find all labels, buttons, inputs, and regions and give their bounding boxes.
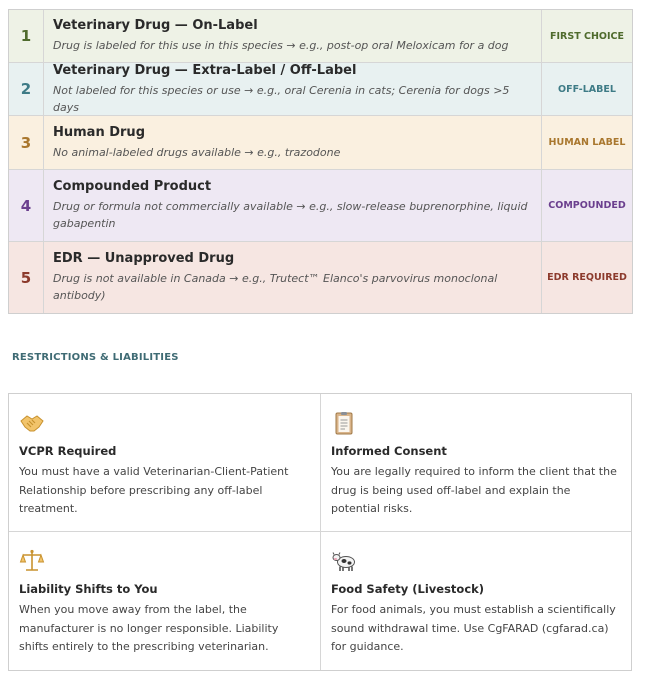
hierarchy-row-edr xyxy=(9,242,632,313)
row-number: 1 xyxy=(9,10,44,62)
card-title: Liability Shifts to You xyxy=(19,582,158,596)
status-badge: COMPOUNDED xyxy=(548,200,626,211)
row-title: Veterinary Drug — Extra-Label / Off-Label xyxy=(53,62,357,78)
card-liability xyxy=(9,532,321,670)
status-badge: HUMAN LABEL xyxy=(548,137,626,148)
hierarchy-row-compounded xyxy=(9,170,632,242)
row-content xyxy=(44,63,542,115)
card-text: For food animals, you must establish a scientifically sound withdrawal time. Use CgFARAD (cgfarad.ca) for guidance. xyxy=(331,603,616,653)
card-title: VCPR Required xyxy=(19,444,117,458)
clipboard-icon xyxy=(331,410,357,436)
row-number: 3 xyxy=(9,116,44,169)
hierarchy-row-on-label xyxy=(9,10,632,63)
row-content xyxy=(44,170,542,241)
row-content xyxy=(44,116,542,169)
hierarchy-row-off-label xyxy=(9,63,632,116)
card-text: You are legally required to inform the client that the drug is being used off-label and explain the potential risks. xyxy=(331,465,617,515)
card-text: You must have a valid Veterinarian-Client-Patient Relationship before prescribing any off-label treatment. xyxy=(19,465,289,515)
card-title: Food Safety (Livestock) xyxy=(331,582,485,596)
row-title: Veterinary Drug — On-Label xyxy=(53,18,258,33)
card-informed-consent xyxy=(321,394,631,532)
row-number: 5 xyxy=(9,242,44,313)
cow-icon xyxy=(331,548,357,574)
row-description: Drug or formula not commercially available → e.g., slow-release buprenorphine, liquid gabapentin xyxy=(53,200,528,230)
row-content xyxy=(44,242,542,313)
row-description: Drug is not available in Canada → e.g., Trutect™ Elanco's parvovirus monoclonal antibody) xyxy=(53,272,498,302)
row-description: Drug is labeled for this use in this species → e.g., post-op oral Meloxicam for a dog xyxy=(53,39,509,52)
status-badge: OFF-LABEL xyxy=(558,83,616,95)
status-badge: EDR REQUIRED xyxy=(547,272,627,283)
row-description: No animal-labeled drugs available → e.g., trazodone xyxy=(53,145,341,159)
row-content xyxy=(44,10,542,62)
row-description: Not labeled for this species or use → e.g., oral Cerenia in cats; Cerenia for dogs >5 days xyxy=(53,83,510,114)
card-text: When you move away from the label, the manufacturer is no longer responsible. Liability shifts entirely to the prescribing veterinarian. xyxy=(19,603,279,653)
handshake-icon xyxy=(19,410,45,436)
row-number: 2 xyxy=(9,63,44,115)
row-title: Compounded Product xyxy=(53,179,212,194)
row-title: Human Drug xyxy=(53,124,145,140)
section-heading: RESTRICTIONS & LIABILITIES xyxy=(12,352,179,363)
drug-hierarchy-table xyxy=(8,9,633,314)
scales-icon xyxy=(19,548,45,574)
card-title: Informed Consent xyxy=(331,444,447,458)
row-title: EDR — Unapproved Drug xyxy=(53,251,235,266)
hierarchy-row-human-drug xyxy=(9,116,632,170)
card-vcpr xyxy=(9,394,321,532)
card-food-safety xyxy=(321,532,631,670)
status-badge: FIRST CHOICE xyxy=(550,30,624,42)
restrictions-grid xyxy=(8,393,632,671)
row-number: 4 xyxy=(9,170,44,241)
